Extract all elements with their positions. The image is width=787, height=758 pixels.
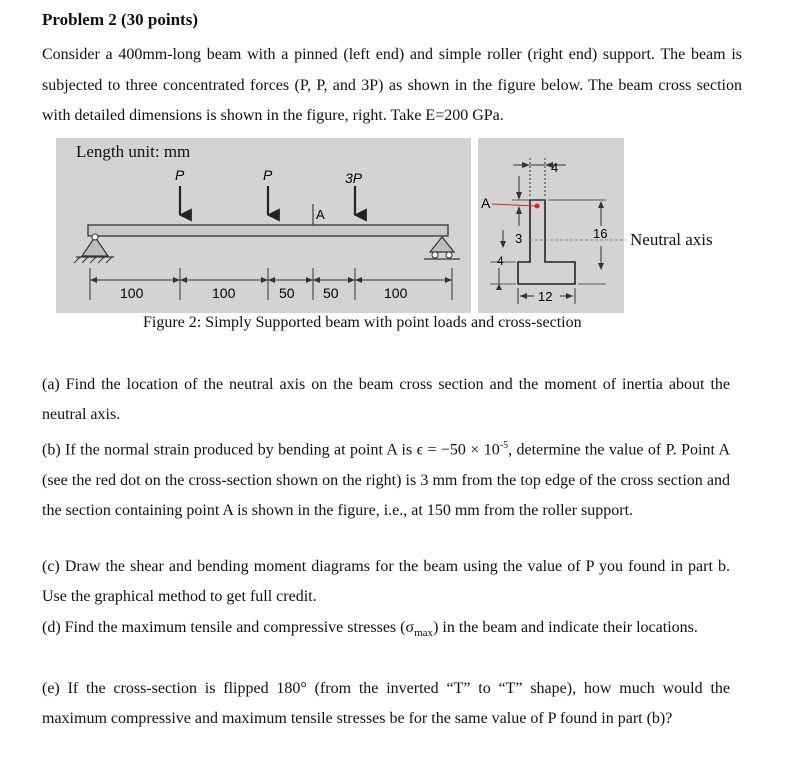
load-label-p2: P <box>263 167 273 183</box>
cs-dim-3: 3 <box>515 231 523 246</box>
question-b-exponent: -5 <box>499 440 509 451</box>
problem-intro: Consider a 400mm-long beam with a pinned (left end) and simple roller (right end) support. The beam is subjected to three concentrated forces (P, P, and 3P) as shown in the figure below. The beam cross section with detailed dimensions is shown in the figure, right. Take E=200 GPa. <box>42 46 742 124</box>
t-section-shape <box>518 200 575 284</box>
length-unit-label: Length unit: mm <box>76 142 191 161</box>
span-label-2: 100 <box>212 285 236 301</box>
question-d-subscript: max <box>414 627 434 640</box>
span-label-3: 50 <box>279 285 295 301</box>
problem-title: Problem 2 (30 points) <box>42 10 198 29</box>
cs-point-a-label: A <box>481 195 491 211</box>
question-c: (c) Draw the shear and bending moment diagrams for the beam using the value of P you found in part b. Use the graphical method to get full credit. <box>42 558 730 606</box>
span-label-5: 100 <box>384 285 408 301</box>
question-a: (a) Find the location of the neutral axis on the beam cross section and the moment of inertia about the neutral axis. <box>42 376 730 424</box>
question-d-rest: ) in the beam and indicate their locations. <box>433 619 698 636</box>
question-e: (e) If the cross-section is flipped 180° (from the inverted “T” to “T” shape), how much would the maximum compressive and maximum tensile stresses be for the same value of P found in part (b)? <box>42 680 730 728</box>
question-b-lead: (b) If the normal strain produced by bending at point A is ϵ = −50 × 10 <box>42 441 500 459</box>
cs-dim-12: 12 <box>538 289 553 304</box>
cross-section-diagram <box>0 0 787 330</box>
load-label-p1: P <box>175 167 185 183</box>
neutral-axis-label: Neutral axis <box>630 230 713 249</box>
question-d-lead: (d) Find the maximum tensile and compressive stresses (σ <box>42 619 415 636</box>
figure-caption: Figure 2: Simply Supported beam with point loads and cross-section <box>143 314 582 331</box>
question-b <box>42 431 730 527</box>
question-b-rest: , determine the value of P. Point A (see the red dot on the cross-section shown on the right) is 3 mm from the top edge of the cross section and the section containing point A is shown in the figure, i.e., at 150 mm from the roller support. <box>42 441 731 520</box>
cs-dim-top: 4 <box>551 160 559 175</box>
question-d <box>42 613 730 649</box>
cs-dim-4: 4 <box>497 254 504 268</box>
cs-dim-16: 16 <box>593 226 608 241</box>
span-label-4: 50 <box>323 285 339 301</box>
section-a-label: A <box>316 207 325 222</box>
load-label-3p: 3P <box>345 170 363 186</box>
point-a-marker <box>535 204 540 209</box>
span-label-1: 100 <box>120 285 144 301</box>
